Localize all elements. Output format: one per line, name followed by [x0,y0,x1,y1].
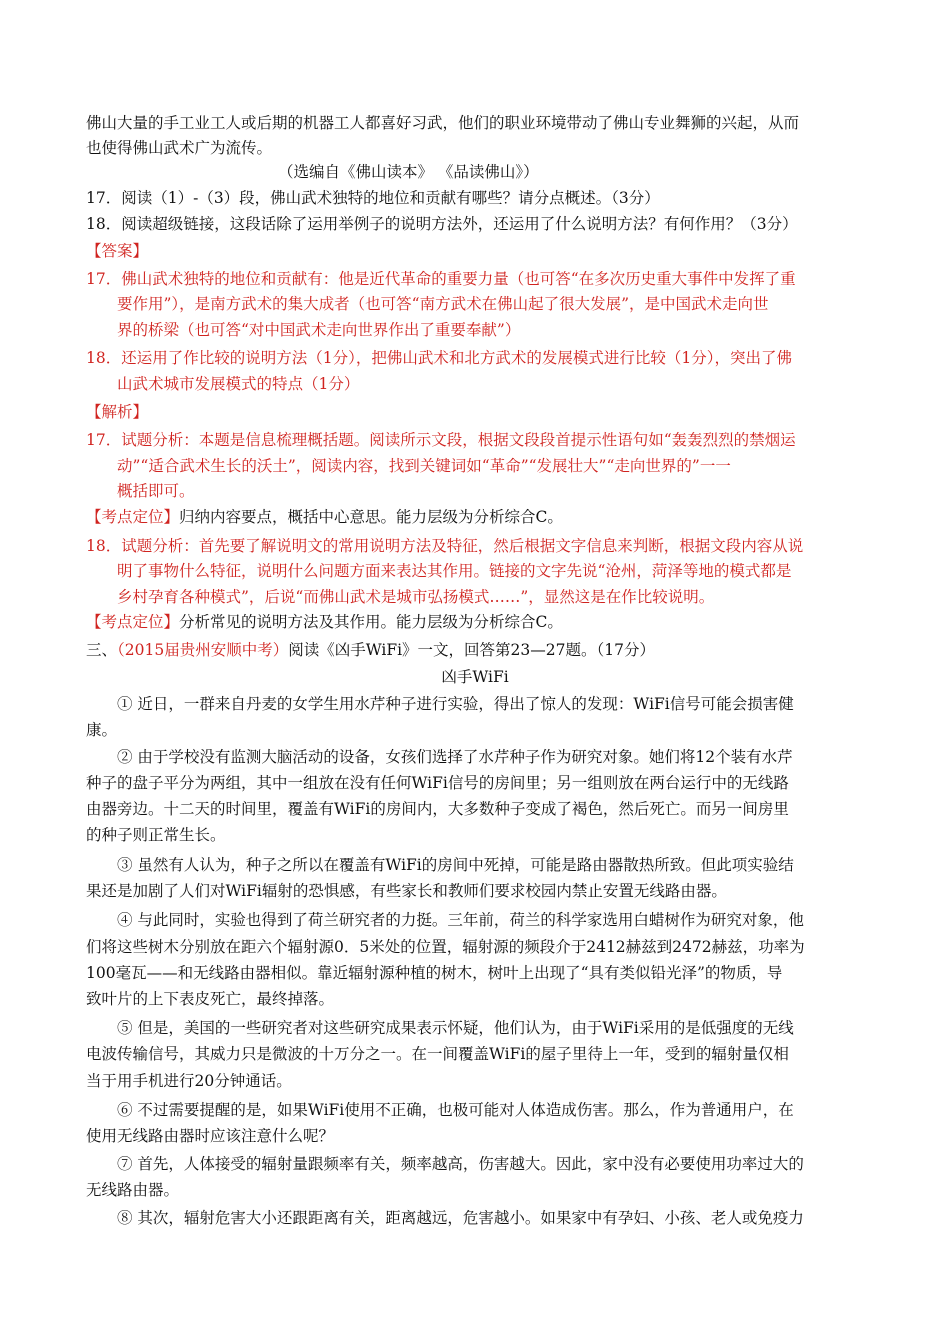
paragraph-7-line-2: 无线路由器。 [86,1181,180,1199]
intro-line-2: 也使得佛山武术广为流传。 [86,139,273,157]
analysis-18-line-3: 乡村孕育各种模式”，后说“而佛山武术是城市弘扬模式……”，显然这是在作比较说明。 [117,588,715,606]
analysis-17-line-3: 概括即可。 [117,482,195,500]
key-point-18-tag: 【考点定位】 [86,613,180,631]
answer-17-line-3: 界的桥梁（也可答“对中国武术走向世界作出了重要奉献”） [117,321,521,339]
section-3-heading [86,640,655,660]
paragraph-5-line-3: 当于用手机进行20分钟通话。 [86,1072,292,1090]
section-3-source: （2015届贵州安顺中考） [117,641,289,659]
answer-18-line-2: 山武术城市发展模式的特点（1分） [117,375,360,393]
key-point-18-text: 分析常见的说明方法及其作用。能力层级为分析综合C。 [179,613,563,631]
paragraph-4-line-1: ④ 与此同时，实验也得到了荷兰研究者的力挺。三年前，荷兰的科学家选用白蜡树作为研究对象，他 [117,911,804,929]
answer-tag: 【答案】 [86,242,149,260]
paragraph-1-line-1: ① 近日，一群来自丹麦的女学生用水芹种子进行实验，得出了惊人的发现：WiFi信号可能会损害健 [117,695,794,713]
key-point-17-text: 归纳内容要点，概括中心意思。能力层级为分析综合C。 [179,508,563,526]
paragraph-5-line-2: 电波传输信号，其威力只是微波的十万分之一。在一间覆盖WiFi的屋子里待上一年，受到的辐射量仅相 [86,1045,789,1063]
article-title: 凶手WiFi [441,668,509,686]
paragraph-2-line-4: 的种子则正常生长。 [86,826,226,844]
analysis-18-line-2: 明了事物什么特征，说明什么问题方面来表达其作用。链接的文字先说“沧州，菏泽等地的模式都是 [117,562,792,580]
paragraph-6-line-2: 使用无线路由器时应该注意什么呢？ [86,1127,335,1145]
analysis-17-line-1: 17．试题分析：本题是信息梳理概括题。阅读所示文段，根据文段段首提示性语句如“轰轰烈烈的禁烟运 [86,431,796,449]
paragraph-8-line-1: ⑧ 其次，辐射危害大小还跟距离有关，距离越远，危害越小。如果家中有孕妇、小孩、老人或免疫力 [117,1209,804,1227]
paragraph-5-line-1: ⑤ 但是，美国的一些研究者对这些研究成果表示怀疑，他们认为，由于WiFi采用的是低强度的无线 [117,1019,794,1037]
section-3-instructions: 阅读《凶手WiFi》一文，回答第23—27题。（17分） [288,641,655,659]
source-citation: （选编自《佛山读本》 《品读佛山》） [278,163,539,181]
paragraph-7-line-1: ⑦ 首先，人体接受的辐射量跟频率有关，频率越高，伤害越大。因此，家中没有必要使用功率过大的 [117,1155,804,1173]
paragraph-3-line-1: ③ 虽然有人认为，种子之所以在覆盖有WiFi的房间中死掉，可能是路由器散热所致。但此项实验结 [117,856,794,874]
key-point-17 [86,507,563,527]
analysis-17-line-2: 动”“适合武术生长的沃土”，阅读内容，找到关键词如“革命”“发展壮大”“走向世界的”一一 [117,457,731,475]
paragraph-1-line-2: 康。 [86,721,118,739]
paragraph-2-line-2: 种子的盘子平分为两组，其中一组放在没有任何WiFi信号的房间里；另一组则放在两台运行中的无线路 [86,774,789,792]
answer-17-line-1: 17．佛山武术独特的地位和贡献有：他是近代革命的重要力量（也可答“在多次历史重大事件中发挥了重 [86,270,796,288]
answer-17-line-2: 要作用”），是南方武术的集大成者（也可答“南方武术在佛山起了很大发展”，是中国武术走向世 [117,295,769,313]
answer-18-line-1: 18．还运用了作比较的说明方法（1分），把佛山武术和北方武术的发展模式进行比较（1分），突出了佛 [86,349,792,367]
paragraph-6-line-1: ⑥ 不过需要提醒的是，如果WiFi使用不正确，也极可能对人体造成伤害。那么，作为普通用户，在 [117,1101,794,1119]
paragraph-2-line-3: 由器旁边。十二天的时间里，覆盖有WiFi的房间内，大多数种子变成了褐色，然后死亡。而另一间房里 [86,800,789,818]
paragraph-3-line-2: 果还是加剧了人们对WiFi辐射的恐惧感，有些家长和教师们要求校园内禁止安置无线路由器。 [86,882,727,900]
paragraph-4-line-2: 们将这些树木分别放在距六个辐射源0．5米处的位置，辐射源的频段介于2412赫兹到2472赫兹，功率为 [86,938,805,956]
paragraph-4-line-3: 100毫瓦——和无线路由器相似。靠近辐射源种植的树木，树叶上出现了“具有类似铅光泽”的物质，导 [86,964,783,982]
paragraph-4-line-4: 致叶片的上下表皮死亡，最终掉落。 [86,990,335,1008]
question-18: 18．阅读超级链接，这段话除了运用举例子的说明方法外，还运用了什么说明方法？有何作用？（3分） [86,215,798,233]
key-point-18 [86,612,563,632]
analysis-tag: 【解析】 [86,403,149,421]
section-3-prefix: 三、 [86,641,118,659]
key-point-17-tag: 【考点定位】 [86,508,180,526]
intro-line-1: 佛山大量的手工业工人或后期的机器工人都喜好习武，他们的职业环境带动了佛山专业舞狮的兴起，从而 [86,114,800,132]
paragraph-2-line-1: ② 由于学校没有监测大脑活动的设备，女孩们选择了水芹种子作为研究对象。她们将12个装有水芹 [117,748,793,766]
analysis-18-line-1: 18．试题分析：首先要了解说明文的常用说明方法及特征，然后根据文字信息来判断，根据文段内容从说 [86,537,804,555]
question-17: 17．阅读（1）-（3）段，佛山武术独特的地位和贡献有哪些？请分点概述。（3分） [86,189,660,207]
